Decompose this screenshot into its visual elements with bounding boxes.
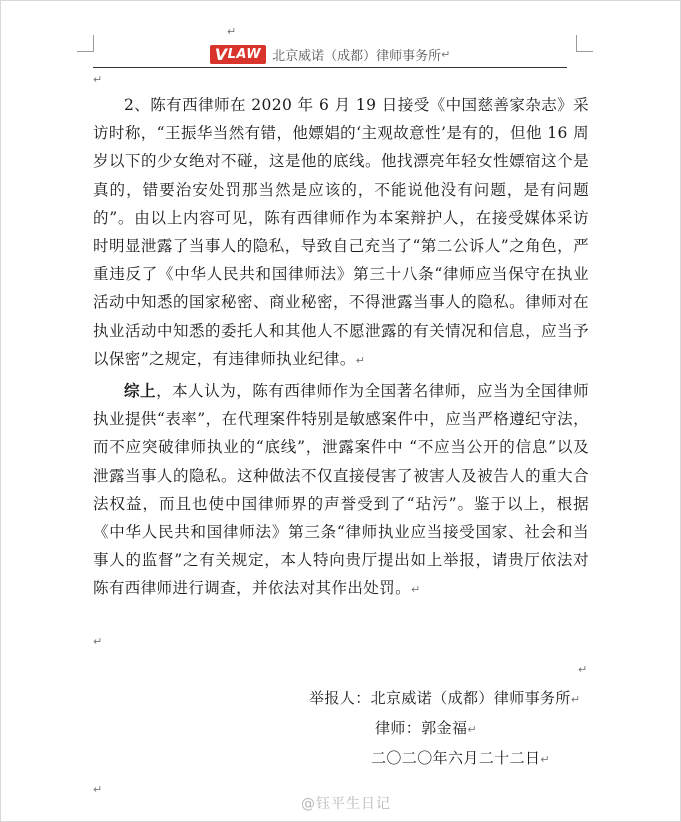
conclusion-lead: 综上 — [124, 381, 157, 401]
paragraph-item-2 — [93, 91, 589, 375]
crop-mark-top-left — [77, 35, 94, 52]
paragraph-mark: ↵ — [570, 693, 581, 706]
weibo-watermark: @钰平生日记 — [301, 796, 391, 812]
paragraph-mark: ↵ — [227, 25, 237, 38]
paragraph-text: ，本人认为，陈有西律师作为全国著名律师，应当为全国律师执业提供“表率”，在代理案件特别是敏感案件中，应当严格遵纪守法，而不应突破律师执业的“底线”，泄露案件中 “不应当公开的信息”以及泄露当事人的隐私。这种做法不仅直接侵害了被害人及被告人的重大合法权益，而且也使中国律师界的声誉受到了“玷污”。鉴于以上，根据《中华人民共和国律师法》第三条“律师执业应当接受国家、社会和当事人的监督”之有关规定，本人特向贵厅提出如上举报，请贵厅依法对陈有西律师进行调查，并依法对其作出处罚。 — [93, 382, 589, 598]
firm-name-header: 北京威诺（成都）律师事务所 — [272, 48, 442, 64]
paragraph-mark: ↵ — [441, 47, 451, 61]
paragraph-mark: ↵ — [93, 783, 103, 796]
paragraph-mark: ↵ — [467, 723, 478, 736]
paragraph-mark: ↵ — [540, 753, 551, 766]
paragraph-text: 2、陈有西律师在 2020 年 6 月 19 日接受《中国慈善家杂志》采访时称，“王振华当然有错，他嫖娼的‘主观故意性’是有的，但他 16 周岁以下的少女绝对不碰，这是他的底线。他找漂亮年轻女性嫖宿这个是真的，错要治安处罚那当然是应该的，不能说他没有问题，是有问题的”。由以上内容可见，陈有西律师作为本案辩护人，在接受媒体采访时明显泄露了当事人的隐私，导致自己充当了“第二公诉人”之角色，严重违反了《中华人民共和国律师法》第三十八条“律师应当保守在执业活动中知悉的国家秘密、商业秘密，不得泄露当事人的隐私。律师对在执业活动中知悉的委托人和其他人不愿泄露的有关情况和信息，应当予以保密”之规定，有违律师执业纪律。 — [93, 96, 589, 368]
signature-lawyer: 律师：郭金福↵ — [375, 719, 478, 737]
paragraph-mark: ↵ — [578, 663, 588, 676]
paragraph-mark: ↵ — [355, 353, 366, 367]
document-header — [93, 41, 567, 68]
paragraph-mark: ↵ — [93, 635, 103, 648]
crop-mark-top-right — [576, 35, 593, 52]
signature-date: 二〇二〇年六月二十二日↵ — [371, 749, 551, 767]
signature-reporter: 举报人：北京威诺（成都）律师事务所↵ — [309, 689, 581, 707]
vlaw-logo: V LAW — [210, 45, 266, 64]
paragraph-mark: ↵ — [411, 583, 421, 597]
paragraph-mark: ↵ — [93, 73, 103, 86]
paragraph-conclusion — [93, 377, 589, 605]
document-body — [93, 91, 589, 605]
